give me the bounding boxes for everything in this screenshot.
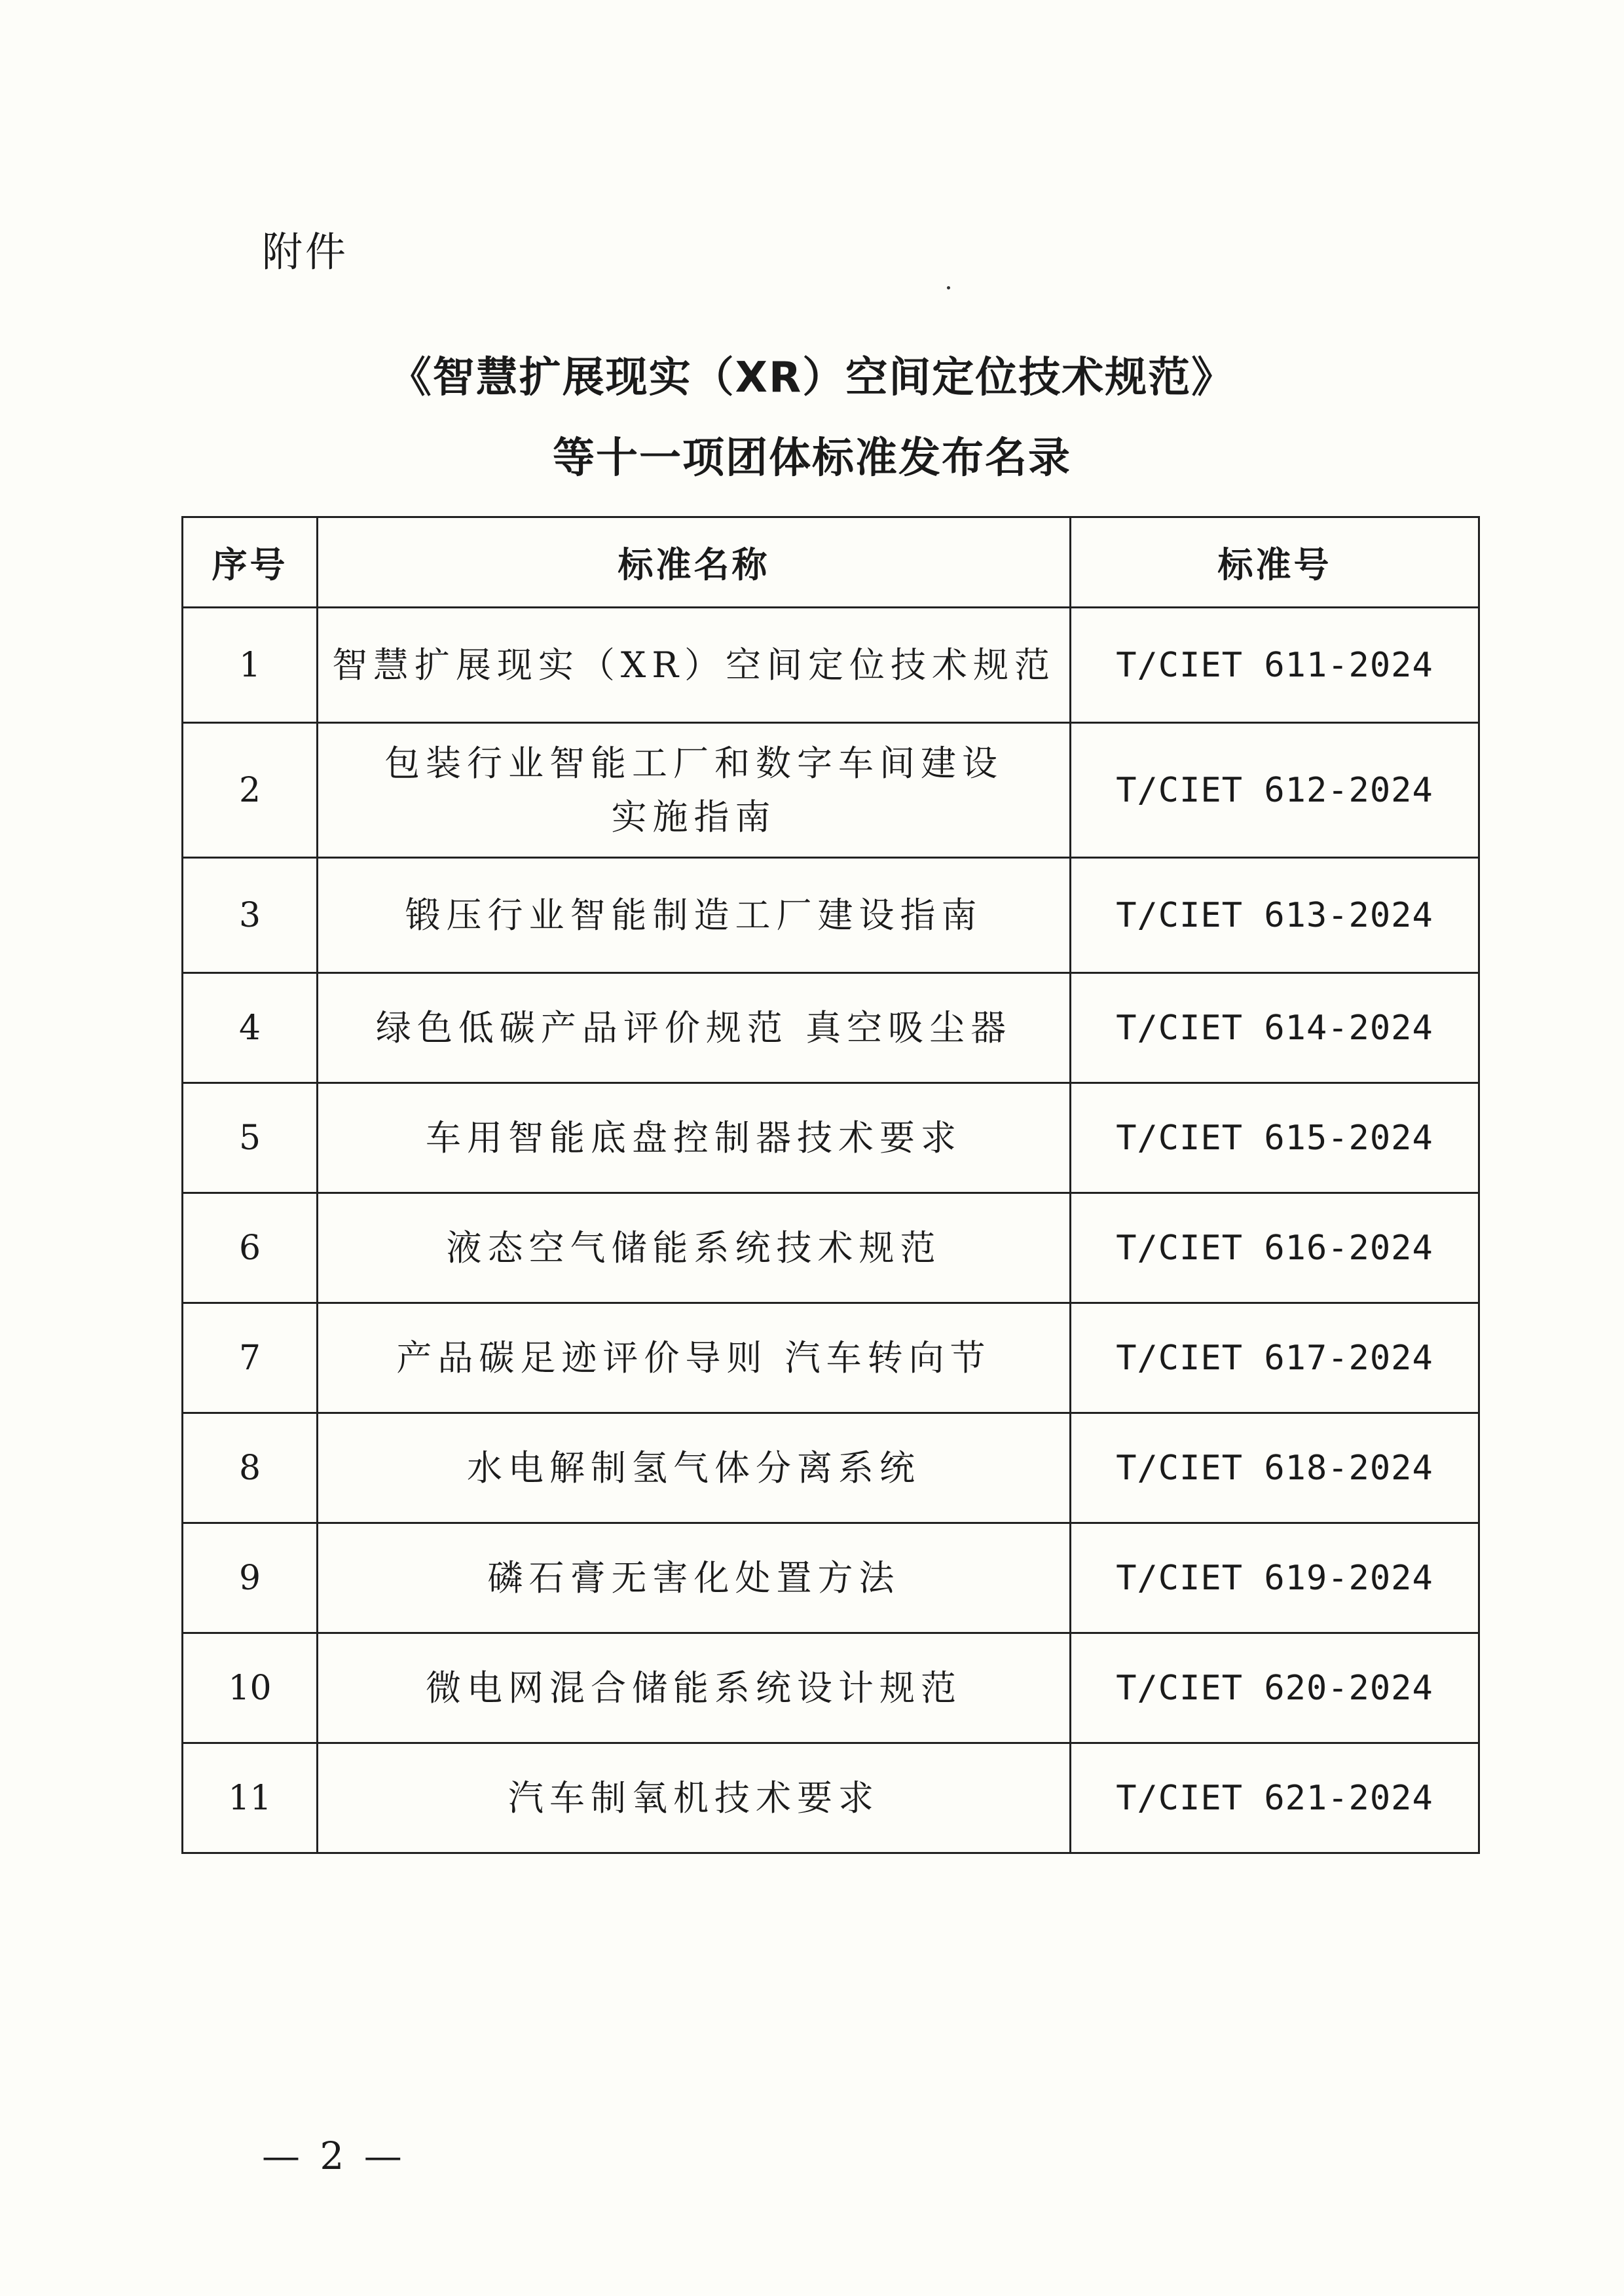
attachment-label: 附件 (262, 228, 349, 276)
cell-number: 1 (183, 608, 318, 723)
table-row (183, 973, 1479, 1083)
table-row (183, 1523, 1479, 1633)
document-title-line-1: 《智慧扩展现实（XR）空间定位技术规范》 (389, 354, 1235, 402)
table-row (183, 1413, 1479, 1523)
standards-table (181, 516, 1480, 1854)
cell-standard-name: 水电解制氢气体分离系统 (318, 1413, 1071, 1523)
cell-standard-name: 车用智能底盘控制器技术要求 (318, 1083, 1071, 1193)
table-row (183, 1633, 1479, 1743)
table-header-row (183, 517, 1479, 608)
table-row (183, 858, 1479, 973)
table-row (183, 723, 1479, 858)
cell-standard-name: 液态空气储能系统技术规范 (318, 1193, 1071, 1303)
cell-standard-name: 磷石膏无害化处置方法 (318, 1523, 1071, 1633)
cell-standard-code: T/CIET 615-2024 (1071, 1083, 1479, 1193)
cell-standard-code: T/CIET 616-2024 (1071, 1193, 1479, 1303)
cell-standard-code: T/CIET 612-2024 (1071, 723, 1479, 858)
column-header-code: 标准号 (1071, 517, 1479, 608)
column-header-name: 标准名称 (318, 517, 1071, 608)
cell-standard-code: T/CIET 620-2024 (1071, 1633, 1479, 1743)
cell-number: 6 (183, 1193, 318, 1303)
cell-standard-name: 包装行业智能工厂和数字车间建设 实施指南 (318, 723, 1071, 858)
cell-standard-name: 锻压行业智能制造工厂建设指南 (318, 858, 1071, 973)
table-row (183, 1193, 1479, 1303)
cell-number: 10 (183, 1633, 318, 1743)
column-header-number: 序号 (183, 517, 318, 608)
table-row (183, 1743, 1479, 1853)
cell-standard-code: T/CIET 611-2024 (1071, 608, 1479, 723)
cell-standard-name: 智慧扩展现实（XR）空间定位技术规范 (318, 608, 1071, 723)
table-body (183, 608, 1479, 1853)
cell-standard-name: 汽车制氧机技术要求 (318, 1743, 1071, 1853)
scan-speck (947, 286, 950, 289)
cell-standard-name: 微电网混合储能系统设计规范 (318, 1633, 1071, 1743)
cell-number: 4 (183, 973, 318, 1083)
cell-number: 3 (183, 858, 318, 973)
table-row (183, 1083, 1479, 1193)
cell-number: 11 (183, 1743, 318, 1853)
cell-standard-code: T/CIET 621-2024 (1071, 1743, 1479, 1853)
cell-standard-code: T/CIET 618-2024 (1071, 1413, 1479, 1523)
cell-standard-code: T/CIET 617-2024 (1071, 1303, 1479, 1413)
table-row (183, 1303, 1479, 1413)
cell-number: 2 (183, 723, 318, 858)
document-title-line-2: 等十一项团体标准发布名录 (553, 434, 1071, 483)
cell-number: 7 (183, 1303, 318, 1413)
cell-standard-code: T/CIET 613-2024 (1071, 858, 1479, 973)
cell-standard-code: T/CIET 619-2024 (1071, 1523, 1479, 1633)
cell-standard-code: T/CIET 614-2024 (1071, 973, 1479, 1083)
cell-standard-name: 绿色低碳产品评价规范 真空吸尘器 (318, 973, 1071, 1083)
cell-number: 5 (183, 1083, 318, 1193)
cell-number: 8 (183, 1413, 318, 1523)
cell-number: 9 (183, 1523, 318, 1633)
page-number: — 2 — (262, 2134, 406, 2178)
cell-standard-name: 产品碳足迹评价导则 汽车转向节 (318, 1303, 1071, 1413)
table-row (183, 608, 1479, 723)
